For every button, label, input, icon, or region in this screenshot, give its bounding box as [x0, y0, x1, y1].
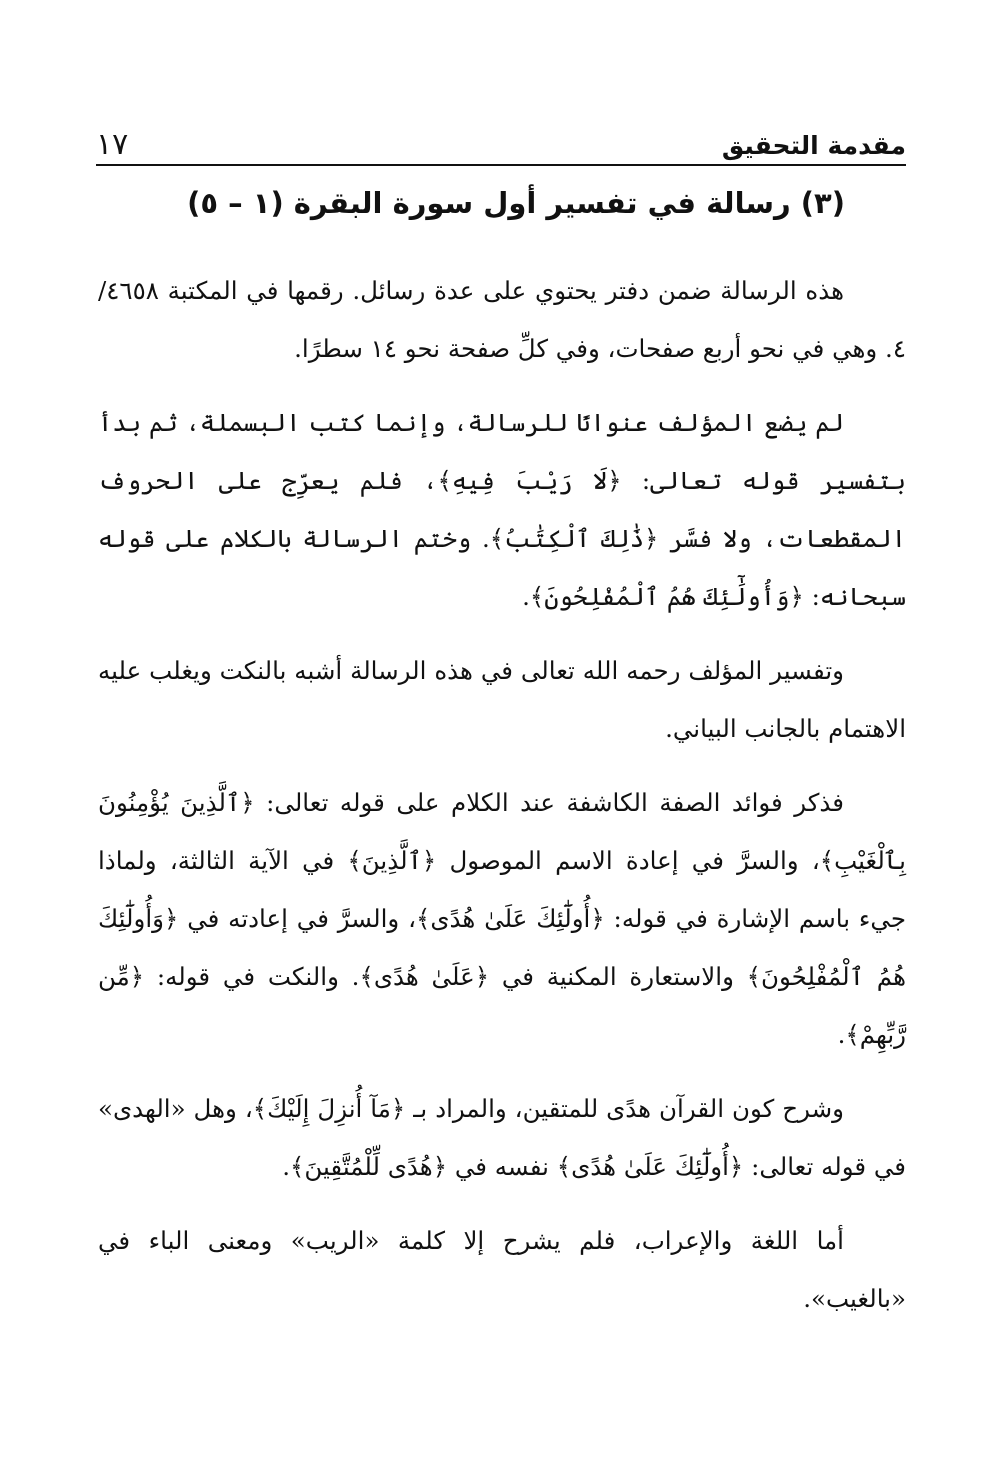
- body-text: [98, 262, 906, 1328]
- page-number: ١٧: [96, 127, 129, 162]
- paragraph: لم يضع المؤلف عنوانًا للرسالة، وإنما كتب البسملة، ثم بدأ بتفسير قوله تعالى: ﴿لَا رَيْبَ فِيهِ﴾، فلم يعرِّج على الحروف المقطعات، ولا فسَّر ﴿ذَٰلِكَ ٱلْكِتَٰبُ﴾. وختم الرسالة بالكلام على قوله سبحانه: ﴿وَأُولَٰٓئِكَ هُمُ ٱلْمُفْلِحُونَ﴾.: [98, 408, 906, 611]
- paragraph: هذه الرسالة ضمن دفتر يحتوي على عدة رسائل. رقمها في المكتبة ٤٦٥٨/ ٤. وهي في نحو أربع صفحات، وفي كلِّ صفحة نحو ١٤ سطرًا.: [98, 276, 906, 363]
- section-title: (٣) رسالة في تفسير أول سورة البقرة (١ – ٥): [187, 186, 845, 220]
- paragraph: فذكر فوائد الصفة الكاشفة عند الكلام على قوله تعالى: ﴿ٱلَّذِينَ يُؤْمِنُونَ بِٱلْغَيْبِ﴾، والسرَّ في إعادة الاسم الموصول ﴿ٱلَّذِينَ﴾ في الآية الثالثة، ولماذا جيء باسم الإشارة في قوله: ﴿أُولَٰٓئِكَ عَلَىٰ هُدًى﴾، والسرَّ في إعادته في ﴿وَأُولَٰٓئِكَ هُمُ ٱلْمُفْلِحُونَ﴾ والاستعارة المكنية في ﴿عَلَىٰ هُدًى﴾. والنكت في قوله: ﴿مِّن رَّبِّهِمْ﴾.: [98, 788, 906, 1049]
- running-title: مقدمة التحقيق: [721, 131, 906, 160]
- page-header: [96, 118, 906, 166]
- paragraph: وشرح كون القرآن هدًى للمتقين، والمراد بـ ﴿مَآ أُنزِلَ إِلَيْكَ﴾، وهل «الهدى» في قوله تعالى: ﴿أُولَٰٓئِكَ عَلَىٰ هُدًى﴾ نفسه في ﴿هُدًى لِّلْمُتَّقِينَ﴾.: [98, 1094, 906, 1181]
- paragraph: وتفسير المؤلف رحمه الله تعالى في هذه الرسالة أشبه بالنكت ويغلب عليه الاهتمام بالجانب البياني.: [98, 656, 906, 743]
- paragraph: أما اللغة والإعراب، فلم يشرح إلا كلمة «الريب» ومعنى الباء في «بالغيب».: [98, 1226, 906, 1313]
